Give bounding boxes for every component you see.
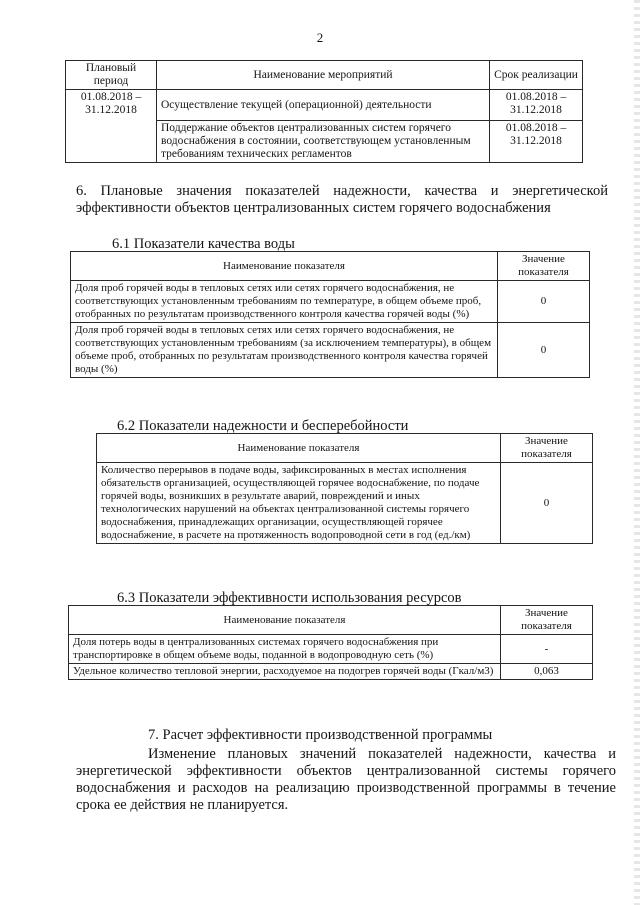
activity-cell: Осуществление текущей (операционной) деятельности [157, 90, 490, 121]
section-7-text: Изменение плановых значений показателей надежности, качества и энергетической эффективности объектов централизованной системы горячего водоснабжения и расходов на реализацию производственной программы в течение срока ее действия не планируется. [76, 746, 616, 813]
column-header-term: Срок реализации [490, 61, 583, 90]
table-row [69, 664, 593, 680]
indicator-cell: Доля проб горячей воды в тепловых сетях или сетях горячего водоснабжения, не соответствующих установленным требованиям (за исключением температуры), в общем объеме проб, отобранных по результатам производственного контроля качества горячей воды (%) [71, 323, 498, 378]
subsection-6-2-title: 6.2 Показатели надежности и бесперебойности [117, 418, 409, 434]
resource-efficiency-table [68, 605, 593, 680]
table-row [66, 90, 583, 121]
column-header-value: Значение показателя [501, 606, 593, 635]
subsection-6-1-title: 6.1 Показатели качества воды [112, 236, 295, 252]
column-header-indicator: Наименование показателя [71, 252, 498, 281]
activities-table [65, 60, 583, 163]
reliability-table [96, 433, 593, 544]
table-header-row [71, 252, 590, 281]
indicator-cell: Удельное количество тепловой энергии, расходуемое на подогрев горячей воды (Гкал/м3) [69, 664, 501, 680]
page-number: 2 [316, 30, 324, 45]
term-cell: 01.08.2018 – 31.12.2018 [490, 90, 583, 121]
value-cell: 0 [501, 463, 593, 544]
period-cell: 01.08.2018 – 31.12.2018 [66, 90, 157, 163]
term-cell: 01.08.2018 – 31.12.2018 [490, 121, 583, 163]
column-header-indicator: Наименование показателя [69, 606, 501, 635]
value-cell: 0 [498, 323, 590, 378]
table-row [71, 323, 590, 378]
table-header-row [97, 434, 593, 463]
value-cell: 0 [498, 281, 590, 323]
table-row [69, 635, 593, 664]
table-row [97, 463, 593, 544]
column-header-activity: Наименование мероприятий [157, 61, 490, 90]
section-7-title: 7. Расчет эффективности производственной программы [148, 727, 493, 743]
value-cell: - [501, 635, 593, 664]
water-quality-table [70, 251, 590, 378]
scan-edge-artifact [634, 0, 640, 905]
table-header-row [66, 61, 583, 90]
indicator-cell: Количество перерывов в подаче воды, зафиксированных в местах исполнения обязательств организацией, осуществляющей горячее водоснабжение, по подаче горячей воды, возникших в результате аварий, повреждений и иных технологических нарушений на объектах централизованной системы горячего водоснабжения, принадлежащих организации, осуществляющей горячее водоснабжение, в расчете на протяженность водопроводной сети в год (ед./км) [97, 463, 501, 544]
value-cell: 0,063 [501, 664, 593, 680]
section-6-title: 6. Плановые значения показателей надежности, качества и энергетической эффективности объектов централизованных систем горячего водоснабжения [76, 183, 608, 216]
table-row [71, 281, 590, 323]
column-header-value: Значение показателя [498, 252, 590, 281]
table-header-row [69, 606, 593, 635]
subsection-6-3-title: 6.3 Показатели эффективности использования ресурсов [117, 590, 462, 606]
column-header-indicator: Наименование показателя [97, 434, 501, 463]
column-header-period: Плановый период [66, 61, 157, 90]
indicator-cell: Доля проб горячей воды в тепловых сетях или сетях горячего водоснабжения, не соответствующих установленным требованиям по температуре, в общем объеме проб, отобранных по результатам производственного контроля качества горячей воды (%) [71, 281, 498, 323]
indicator-cell: Доля потерь воды в централизованных системах горячего водоснабжения при транспортировке в общем объеме воды, поданной в водопроводную сеть (%) [69, 635, 501, 664]
activity-cell: Поддержание объектов централизованных систем горячего водоснабжения в состоянии, соответствующем установленным требованиям технических регламентов [157, 121, 490, 163]
column-header-value: Значение показателя [501, 434, 593, 463]
